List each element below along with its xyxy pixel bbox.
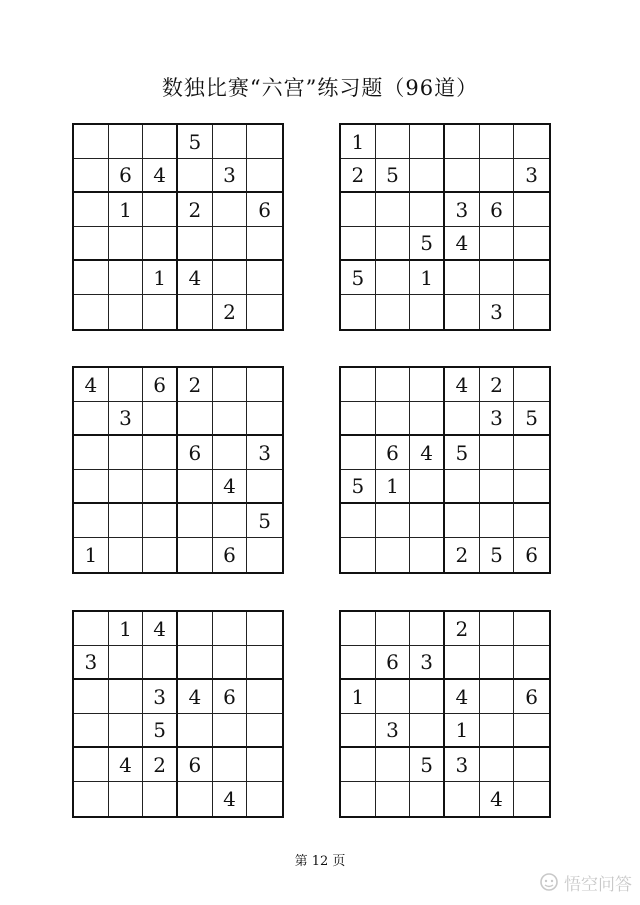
sudoku-cell bbox=[213, 436, 248, 470]
sudoku-cell: 1 bbox=[445, 714, 480, 748]
sudoku-cell bbox=[74, 470, 109, 504]
sudoku-cell bbox=[410, 159, 445, 193]
sudoku-cell: 1 bbox=[109, 612, 144, 646]
sudoku-cell bbox=[514, 295, 549, 329]
sudoku-cell bbox=[143, 504, 178, 538]
sudoku-cell bbox=[376, 748, 411, 782]
sudoku-cell: 4 bbox=[445, 680, 480, 714]
sudoku-cell bbox=[514, 504, 549, 538]
sudoku-grid-5 bbox=[72, 610, 284, 818]
sudoku-cell bbox=[213, 612, 248, 646]
sudoku-cell: 6 bbox=[480, 193, 515, 227]
sudoku-cell: 6 bbox=[247, 193, 282, 227]
sudoku-cell bbox=[74, 295, 109, 329]
sudoku-cell bbox=[143, 538, 178, 572]
sudoku-cell bbox=[178, 159, 213, 193]
sudoku-cell bbox=[74, 125, 109, 159]
sudoku-cell bbox=[445, 782, 480, 816]
sudoku-cell: 1 bbox=[410, 261, 445, 295]
sudoku-cell: 1 bbox=[109, 193, 144, 227]
sudoku-cell: 5 bbox=[341, 470, 376, 504]
sudoku-cell bbox=[178, 295, 213, 329]
page-number: 第 12 页 bbox=[294, 854, 346, 869]
sudoku-cell: 2 bbox=[178, 193, 213, 227]
sudoku-cell bbox=[376, 538, 411, 572]
sudoku-cell: 3 bbox=[376, 714, 411, 748]
sudoku-cell bbox=[178, 402, 213, 436]
sudoku-cell bbox=[143, 470, 178, 504]
sudoku-cell bbox=[109, 680, 144, 714]
sudoku-cell bbox=[376, 782, 411, 816]
sudoku-cell: 6 bbox=[213, 538, 248, 572]
sudoku-cell: 5 bbox=[178, 125, 213, 159]
sudoku-cell bbox=[480, 748, 515, 782]
sudoku-cell: 2 bbox=[480, 368, 515, 402]
sudoku-cell bbox=[514, 368, 549, 402]
sudoku-cell bbox=[213, 714, 248, 748]
sudoku-cell bbox=[247, 368, 282, 402]
sudoku-cell bbox=[410, 714, 445, 748]
sudoku-cell bbox=[410, 295, 445, 329]
sudoku-cell: 2 bbox=[178, 368, 213, 402]
sudoku-cell: 3 bbox=[445, 193, 480, 227]
sudoku-cell: 4 bbox=[410, 436, 445, 470]
sudoku-cell: 1 bbox=[341, 680, 376, 714]
sudoku-cell bbox=[74, 159, 109, 193]
sudoku-cell bbox=[74, 402, 109, 436]
sudoku-cell: 6 bbox=[525, 543, 539, 567]
sudoku-cell bbox=[213, 125, 248, 159]
watermark-text: 悟空问答 bbox=[564, 875, 632, 895]
sudoku-cell: 2 bbox=[341, 159, 376, 193]
sudoku-cell bbox=[376, 125, 411, 159]
sudoku-cell bbox=[514, 646, 549, 680]
sudoku-cell bbox=[178, 612, 213, 646]
sudoku-cell bbox=[143, 646, 178, 680]
sudoku-cell bbox=[74, 261, 109, 295]
sudoku-cell: 2 bbox=[445, 612, 480, 646]
sudoku-cell bbox=[480, 612, 515, 646]
sudoku-cell: 4 bbox=[143, 159, 178, 193]
sudoku-cell bbox=[109, 538, 144, 572]
sudoku-cell bbox=[341, 538, 376, 572]
sudoku-cell bbox=[376, 261, 411, 295]
sudoku-cell bbox=[410, 125, 445, 159]
sudoku-cell: 4 bbox=[74, 368, 109, 402]
sudoku-cell bbox=[341, 748, 376, 782]
sudoku-cell: 5 bbox=[376, 159, 411, 193]
sudoku-cell: 6 bbox=[213, 680, 248, 714]
sudoku-cell bbox=[341, 612, 376, 646]
sudoku-cell bbox=[341, 714, 376, 748]
sudoku-cell: 6 bbox=[376, 646, 411, 680]
sudoku-cell bbox=[376, 612, 411, 646]
sudoku-cell bbox=[109, 470, 144, 504]
sudoku-cell bbox=[341, 295, 376, 329]
sudoku-cell bbox=[213, 748, 248, 782]
sudoku-cell bbox=[445, 125, 480, 159]
sudoku-cell bbox=[445, 402, 480, 436]
sudoku-cell: 4 bbox=[213, 470, 248, 504]
sudoku-cell: 3 bbox=[74, 646, 109, 680]
sudoku-cell bbox=[376, 504, 411, 538]
sudoku-cell bbox=[74, 504, 109, 538]
sudoku-cell: 4 bbox=[213, 782, 248, 816]
sudoku-cell bbox=[514, 782, 549, 816]
sudoku-cell bbox=[178, 470, 213, 504]
sudoku-cell bbox=[445, 261, 480, 295]
sudoku-cell bbox=[480, 504, 515, 538]
sudoku-cell: 6 bbox=[143, 368, 178, 402]
sudoku-cell bbox=[109, 782, 144, 816]
sudoku-cell bbox=[109, 436, 144, 470]
sudoku-cell bbox=[109, 125, 144, 159]
sudoku-cell bbox=[178, 646, 213, 680]
sudoku-cell bbox=[410, 612, 445, 646]
sudoku-cell bbox=[109, 646, 144, 680]
sudoku-cell bbox=[178, 782, 213, 816]
sudoku-cell: 4 bbox=[480, 782, 515, 816]
sudoku-cell bbox=[514, 612, 549, 646]
sudoku-cell bbox=[410, 470, 445, 504]
sudoku-cell: 5 bbox=[341, 261, 376, 295]
sudoku-cell bbox=[74, 714, 109, 748]
sudoku-cell bbox=[480, 261, 515, 295]
sudoku-cell bbox=[376, 680, 411, 714]
sudoku-cell: 4 bbox=[143, 612, 178, 646]
sudoku-cell bbox=[410, 368, 445, 402]
sudoku-cell bbox=[247, 261, 282, 295]
sudoku-cell: 5 bbox=[480, 538, 515, 572]
sudoku-cell: 3 bbox=[247, 436, 282, 470]
sudoku-cell bbox=[341, 504, 376, 538]
sudoku-cell: 4 bbox=[445, 368, 480, 402]
sudoku-cell bbox=[445, 646, 480, 680]
sudoku-cell bbox=[74, 227, 109, 261]
sudoku-cell: 2 bbox=[143, 748, 178, 782]
sudoku-cell: 3 bbox=[480, 295, 515, 329]
sudoku-cell bbox=[480, 470, 515, 504]
sudoku-cell bbox=[514, 125, 549, 159]
sudoku-cell bbox=[514, 714, 549, 748]
sudoku-cell bbox=[109, 368, 144, 402]
sudoku-cell bbox=[247, 295, 282, 329]
sudoku-cell bbox=[109, 227, 144, 261]
sudoku-cell bbox=[74, 782, 109, 816]
sudoku-cell: 4 bbox=[445, 227, 480, 261]
sudoku-cell bbox=[341, 436, 376, 470]
sudoku-cell: 4 bbox=[178, 680, 213, 714]
sudoku-cell bbox=[480, 159, 515, 193]
sudoku-cell bbox=[178, 227, 213, 261]
sudoku-grid-2 bbox=[339, 123, 551, 331]
page-title: 数独比赛“六宫”练习题（96道） bbox=[161, 76, 479, 100]
sudoku-cell: 5 bbox=[247, 504, 282, 538]
sudoku-cell bbox=[213, 193, 248, 227]
sudoku-cell bbox=[514, 227, 549, 261]
sudoku-cell bbox=[341, 402, 376, 436]
sudoku-cell: 4 bbox=[178, 261, 213, 295]
sudoku-cell: 3 bbox=[445, 748, 480, 782]
sudoku-cell: 6 bbox=[109, 159, 144, 193]
sudoku-cell bbox=[109, 714, 144, 748]
sudoku-cell bbox=[143, 436, 178, 470]
sudoku-cell bbox=[74, 612, 109, 646]
sudoku-cell bbox=[247, 402, 282, 436]
sudoku-cell bbox=[514, 748, 549, 782]
sudoku-cell bbox=[376, 227, 411, 261]
sudoku-cell bbox=[410, 402, 445, 436]
sudoku-cell: 5 bbox=[410, 227, 445, 261]
sudoku-cell bbox=[410, 193, 445, 227]
sudoku-cell bbox=[480, 680, 515, 714]
sudoku-cell bbox=[341, 227, 376, 261]
sudoku-grid-6 bbox=[339, 610, 551, 818]
sudoku-cell: 5 bbox=[410, 748, 445, 782]
sudoku-cell bbox=[178, 538, 213, 572]
sudoku-cell bbox=[480, 714, 515, 748]
sudoku-cell bbox=[247, 470, 282, 504]
sudoku-cell: 1 bbox=[341, 125, 376, 159]
sudoku-cell bbox=[213, 402, 248, 436]
sudoku-cell: 3 bbox=[109, 402, 144, 436]
sudoku-cell: 3 bbox=[143, 680, 178, 714]
sudoku-cell bbox=[376, 402, 411, 436]
sudoku-cell: 1 bbox=[376, 470, 411, 504]
sudoku-cell bbox=[143, 125, 178, 159]
sudoku-cell bbox=[143, 227, 178, 261]
sudoku-cell: 2 bbox=[445, 538, 480, 572]
sudoku-cell bbox=[341, 646, 376, 680]
sudoku-cell: 3 bbox=[480, 402, 515, 436]
sudoku-cell bbox=[213, 504, 248, 538]
sudoku-cell bbox=[109, 295, 144, 329]
sudoku-grid-4 bbox=[339, 366, 551, 574]
speech-bubble-icon bbox=[539, 873, 559, 893]
sudoku-cell: 1 bbox=[143, 261, 178, 295]
sudoku-cell: 5 bbox=[514, 402, 549, 436]
sudoku-grid-1 bbox=[72, 123, 284, 331]
sudoku-cell bbox=[480, 125, 515, 159]
sudoku-cell bbox=[247, 125, 282, 159]
sudoku-cell bbox=[247, 227, 282, 261]
sudoku-cell bbox=[341, 782, 376, 816]
sudoku-cell bbox=[74, 193, 109, 227]
sudoku-cell bbox=[178, 714, 213, 748]
sudoku-cell bbox=[247, 538, 282, 572]
sudoku-cell bbox=[376, 368, 411, 402]
sudoku-cell bbox=[514, 261, 549, 295]
sudoku-cell: 3 bbox=[213, 159, 248, 193]
sudoku-cell bbox=[109, 504, 144, 538]
sudoku-cell: 1 bbox=[74, 538, 109, 572]
sudoku-grid-3 bbox=[72, 366, 284, 574]
sudoku-cell: 6 bbox=[178, 436, 213, 470]
sudoku-cell bbox=[445, 470, 480, 504]
sudoku-cell bbox=[480, 436, 515, 470]
sudoku-cell bbox=[247, 714, 282, 748]
sudoku-cell bbox=[410, 782, 445, 816]
sudoku-cell: 2 bbox=[213, 295, 248, 329]
sudoku-cell bbox=[143, 782, 178, 816]
watermark bbox=[539, 870, 632, 895]
sudoku-cell bbox=[247, 748, 282, 782]
sudoku-cell bbox=[514, 436, 549, 470]
sudoku-cell bbox=[143, 402, 178, 436]
sudoku-cell bbox=[410, 538, 445, 572]
sudoku-cell bbox=[445, 295, 480, 329]
sudoku-cell: 6 bbox=[178, 748, 213, 782]
sudoku-cell: 6 bbox=[514, 680, 549, 714]
sudoku-cell bbox=[74, 680, 109, 714]
sudoku-cell: 5 bbox=[143, 714, 178, 748]
sudoku-cell: 3 bbox=[514, 159, 549, 193]
sudoku-cell bbox=[514, 193, 549, 227]
sudoku-cell bbox=[341, 368, 376, 402]
sudoku-cell: 4 bbox=[109, 748, 144, 782]
sudoku-cell bbox=[74, 436, 109, 470]
sudoku-cell bbox=[480, 646, 515, 680]
sudoku-cell bbox=[247, 612, 282, 646]
sudoku-cell bbox=[109, 261, 144, 295]
sudoku-cell: 5 bbox=[445, 436, 480, 470]
sudoku-cell bbox=[410, 680, 445, 714]
sudoku-cell bbox=[213, 261, 248, 295]
sudoku-cell bbox=[247, 646, 282, 680]
sudoku-cell bbox=[213, 646, 248, 680]
sudoku-cell bbox=[445, 159, 480, 193]
sudoku-cell bbox=[480, 227, 515, 261]
sudoku-cell bbox=[247, 159, 282, 193]
sudoku-cell bbox=[376, 295, 411, 329]
sudoku-cell bbox=[341, 193, 376, 227]
sudoku-cell bbox=[247, 680, 282, 714]
sudoku-cell bbox=[178, 504, 213, 538]
sudoku-cell bbox=[376, 193, 411, 227]
sudoku-cell bbox=[213, 227, 248, 261]
sudoku-cell bbox=[247, 782, 282, 816]
sudoku-cell bbox=[213, 368, 248, 402]
sudoku-cell bbox=[514, 470, 549, 504]
sudoku-cell bbox=[143, 295, 178, 329]
sudoku-cell bbox=[445, 504, 480, 538]
sudoku-cell: 6 bbox=[376, 436, 411, 470]
sudoku-cell: 3 bbox=[410, 646, 445, 680]
sudoku-cell bbox=[410, 504, 445, 538]
sudoku-cell bbox=[74, 748, 109, 782]
sudoku-cell bbox=[143, 193, 178, 227]
